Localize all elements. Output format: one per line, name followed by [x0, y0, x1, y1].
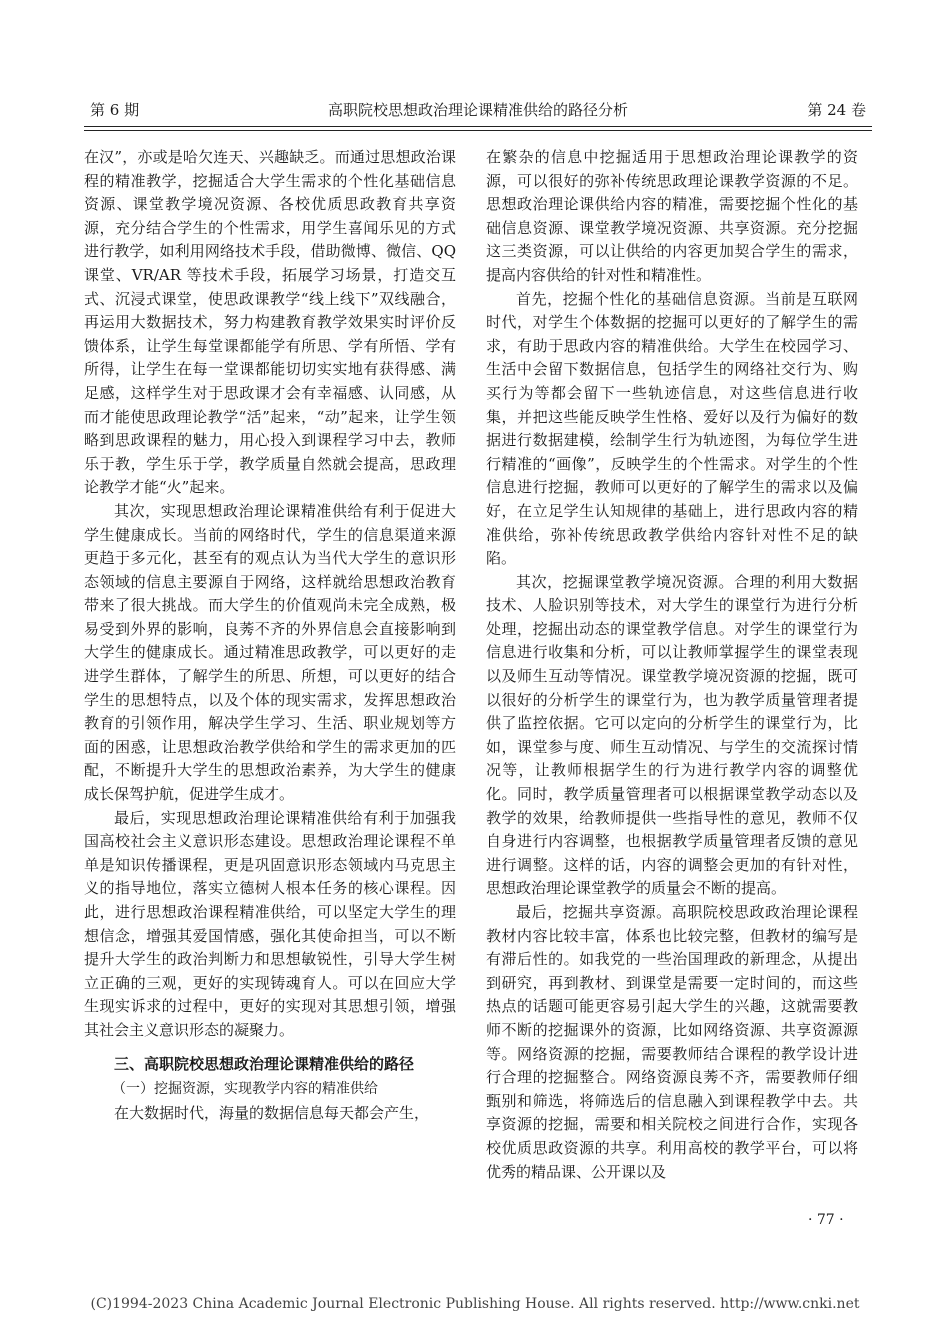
paragraph: 其次，实现思想政治理论课精准供给有利于促进大学生健康成长。当前的网络时代，学生的信息渠道来源更趋于多元化，甚至有的观点认为当代大学生的意识形态领域的信息主要源自于网络，这样就给思想政治教育带来了很大挑战。而大学生的价值观尚未完全成熟，极易受到外界的影响，良莠不齐的外界信息会直接影响到大学生的健康成长。通过精准思政教学，可以更好的走进学生群体，了解学生的所思、所想，可以更好的结合学生的思想特点，以及个体的现实需求，发挥思想政治教育的引领作用，解决学生学习、生活、职业规划等方面的困惑，让思想政治教学供给和学生的需求更加的匹配，不断提升大学生的思想政治素养，为大学生的健康成长保驾护航，促进学生成才。 [84, 501, 456, 804]
issue-number: 第 6 期 [90, 101, 140, 119]
paragraph: 在大数据时代，海量的数据信息每天都会产生， [114, 1103, 430, 1122]
paragraph: 首先，挖掘个性化的基础信息资源。当前是互联网时代，对学生个体数据的挖掘可以更好的了解学生的需求，有助于思政内容的精准供给。大学生在校园学习、生活中会留下数据信息，包括学生的网络社交行为、购买行为等都会留下一些轨迹信息，对这些信息进行收集，并把这些能反映学生性格、爱好以及行为偏好的数据进行数据建模，绘制学生行为轨迹图，为每位学生进行精准的“画像”，反映学生的个性需求。对学生的个性信息进行挖掘，教师可以更好的了解学生的需求以及偏好，在立足学生认知规律的基础上，进行思政内容的精准供给，弥补传统思政教学供给内容针对性不足的缺陷。 [486, 289, 858, 568]
volume-number: 第 24 卷 [807, 101, 866, 119]
paragraph: 最后，挖掘共享资源。高职院校思政政治理论课程教材内容比较丰富，体系也比较完整，但教材的编写是有滞后性的。如我党的一些治国理政的新理念，从提出到研究，再到教材、到课堂是需要一定时间的，而这些热点的话题可能更容易引起大学生的兴趣，这就需要教师不断的挖掘课外的资源，比如网络资源、共享资源源等。网络资源的挖掘，需要教师结合课程的教学设计进行合理的挖掘整合。网络资源良莠不齐，需要教师仔细甄别和筛选，将筛选后的信息融入到课程教学中去。共享资源的挖掘，需要和相关院校之间进行合作，实现各校优质思政资源的共享。利用高校的教学平台，可以将优秀的精品课、公开课以及 [486, 903, 858, 1181]
running-title: 高职院校思想政治理论课精准供给的路径分析 [327, 101, 628, 119]
paragraph: 在繁杂的信息中挖掘适用于思想政治理论课教学的资源，可以很好的弥补传统思政理论课教学资源的不足。思想政治理论课供给内容的精准，需要挖掘个性化的基础信息资源、课堂教学境况资源、共享资源。充分挖掘这三类资源，可以让供给的内容更加契合学生的需求，提高内容供给的针对性和精准性。 [486, 148, 858, 284]
header-rule-thick [84, 126, 872, 127]
header-rule-thin [84, 130, 872, 131]
paragraph: 其次，挖掘课堂教学境况资源。合理的利用大数据技术、人脸识别等技术，对大学生的课堂行为进行分析处理，挖掘出动态的课堂教学信息。对学生的课堂行为信息进行收集和分析，可以让教师掌握学生的课堂表现以及师生互动等情况。课堂教学境况资源的挖掘，既可以很好的分析学生的课堂行为，也为教学质量管理者提供了监控依据。它可以定向的分析学生的课堂行为，比如，课堂参与度、师生互动情况、与学生的交流探讨情况等，让教师根据学生的行为进行教学内容的调整优化。同时，教学质量管理者可以根据课堂教学动态以及教学的效果，给教师提供一些指导性的意见，教师不仅自身进行内容调整，也根据教学质量管理者反馈的意见进行调整。这样的话，内容的调整会更加的有针对性，思想政治理论课堂教学的质量会不断的提高。 [486, 572, 858, 898]
paragraph: 最后，实现思想政治理论课精准供给有利于加强我国高校社会主义意识形态建设。思想政治理论课程不单单是知识传播课程，更是巩固意识形态领域内马克思主义的指导地位，落实立德树人根本任务的核心课程。因此，进行思想政治课程精准供给，可以坚定大学生的理想信念，增强其爱国情感，强化其使命担当，可以不断提升大学生的政治判断力和思想敏锐性，引导大学生树立正确的三观，更好的实现铸魂育人。可以在回应大学生现实诉求的过程中，更好的实现对其思想引领，增强其社会主义意识形态的凝聚力。 [84, 808, 456, 1039]
section-heading: 三、高职院校思想政治理论课精准供给的路径 [114, 1054, 415, 1073]
page-number: · 77 · [808, 1212, 844, 1228]
subsection-heading: （一）挖掘资源，实现教学内容的精准供给 [112, 1081, 378, 1098]
paragraph: 在汉”，亦或是哈欠连天、兴趣缺乏。而通过思想政治课程的精准教学，挖掘适合大学生需求的个性化基础信息资源、课堂教学境况资源、各校优质思政教育共享资源，充分结合学生的个性需求，用学生喜闻乐见的方式进行教学，如利用网络技术手段，借助微博、微信、QQ 课堂、VR/AR 等技术手段，拓展学习场景，打造交互式、沉浸式课堂，使思政课教学“线上线下”双线融合，再运用大数据技术，努力构建教育教学效果实时评价反馈体系，让学生每堂课都能学有所思、学有所悟、学有所得，让学生在每一堂课都能切切实实地有获得感、满足感，这样学生对于思政课才会有幸福感、认同感，从而才能使思政理论教学“活”起来，“动”起来，让学生领略到思政课程的魅力，用心投入到课程学习中去，教师乐于教，学生乐于学，教学质量自然就会提高，思政理论教学才能“火”起来。 [84, 148, 456, 497]
copyright-footer: (C)1994-2023 China Academic Journal Electronic Publishing House. All rights reserved. http://www.cnki.net [90, 1296, 860, 1312]
running-header [84, 96, 872, 124]
left-column [84, 146, 456, 1125]
right-column [486, 146, 858, 1184]
